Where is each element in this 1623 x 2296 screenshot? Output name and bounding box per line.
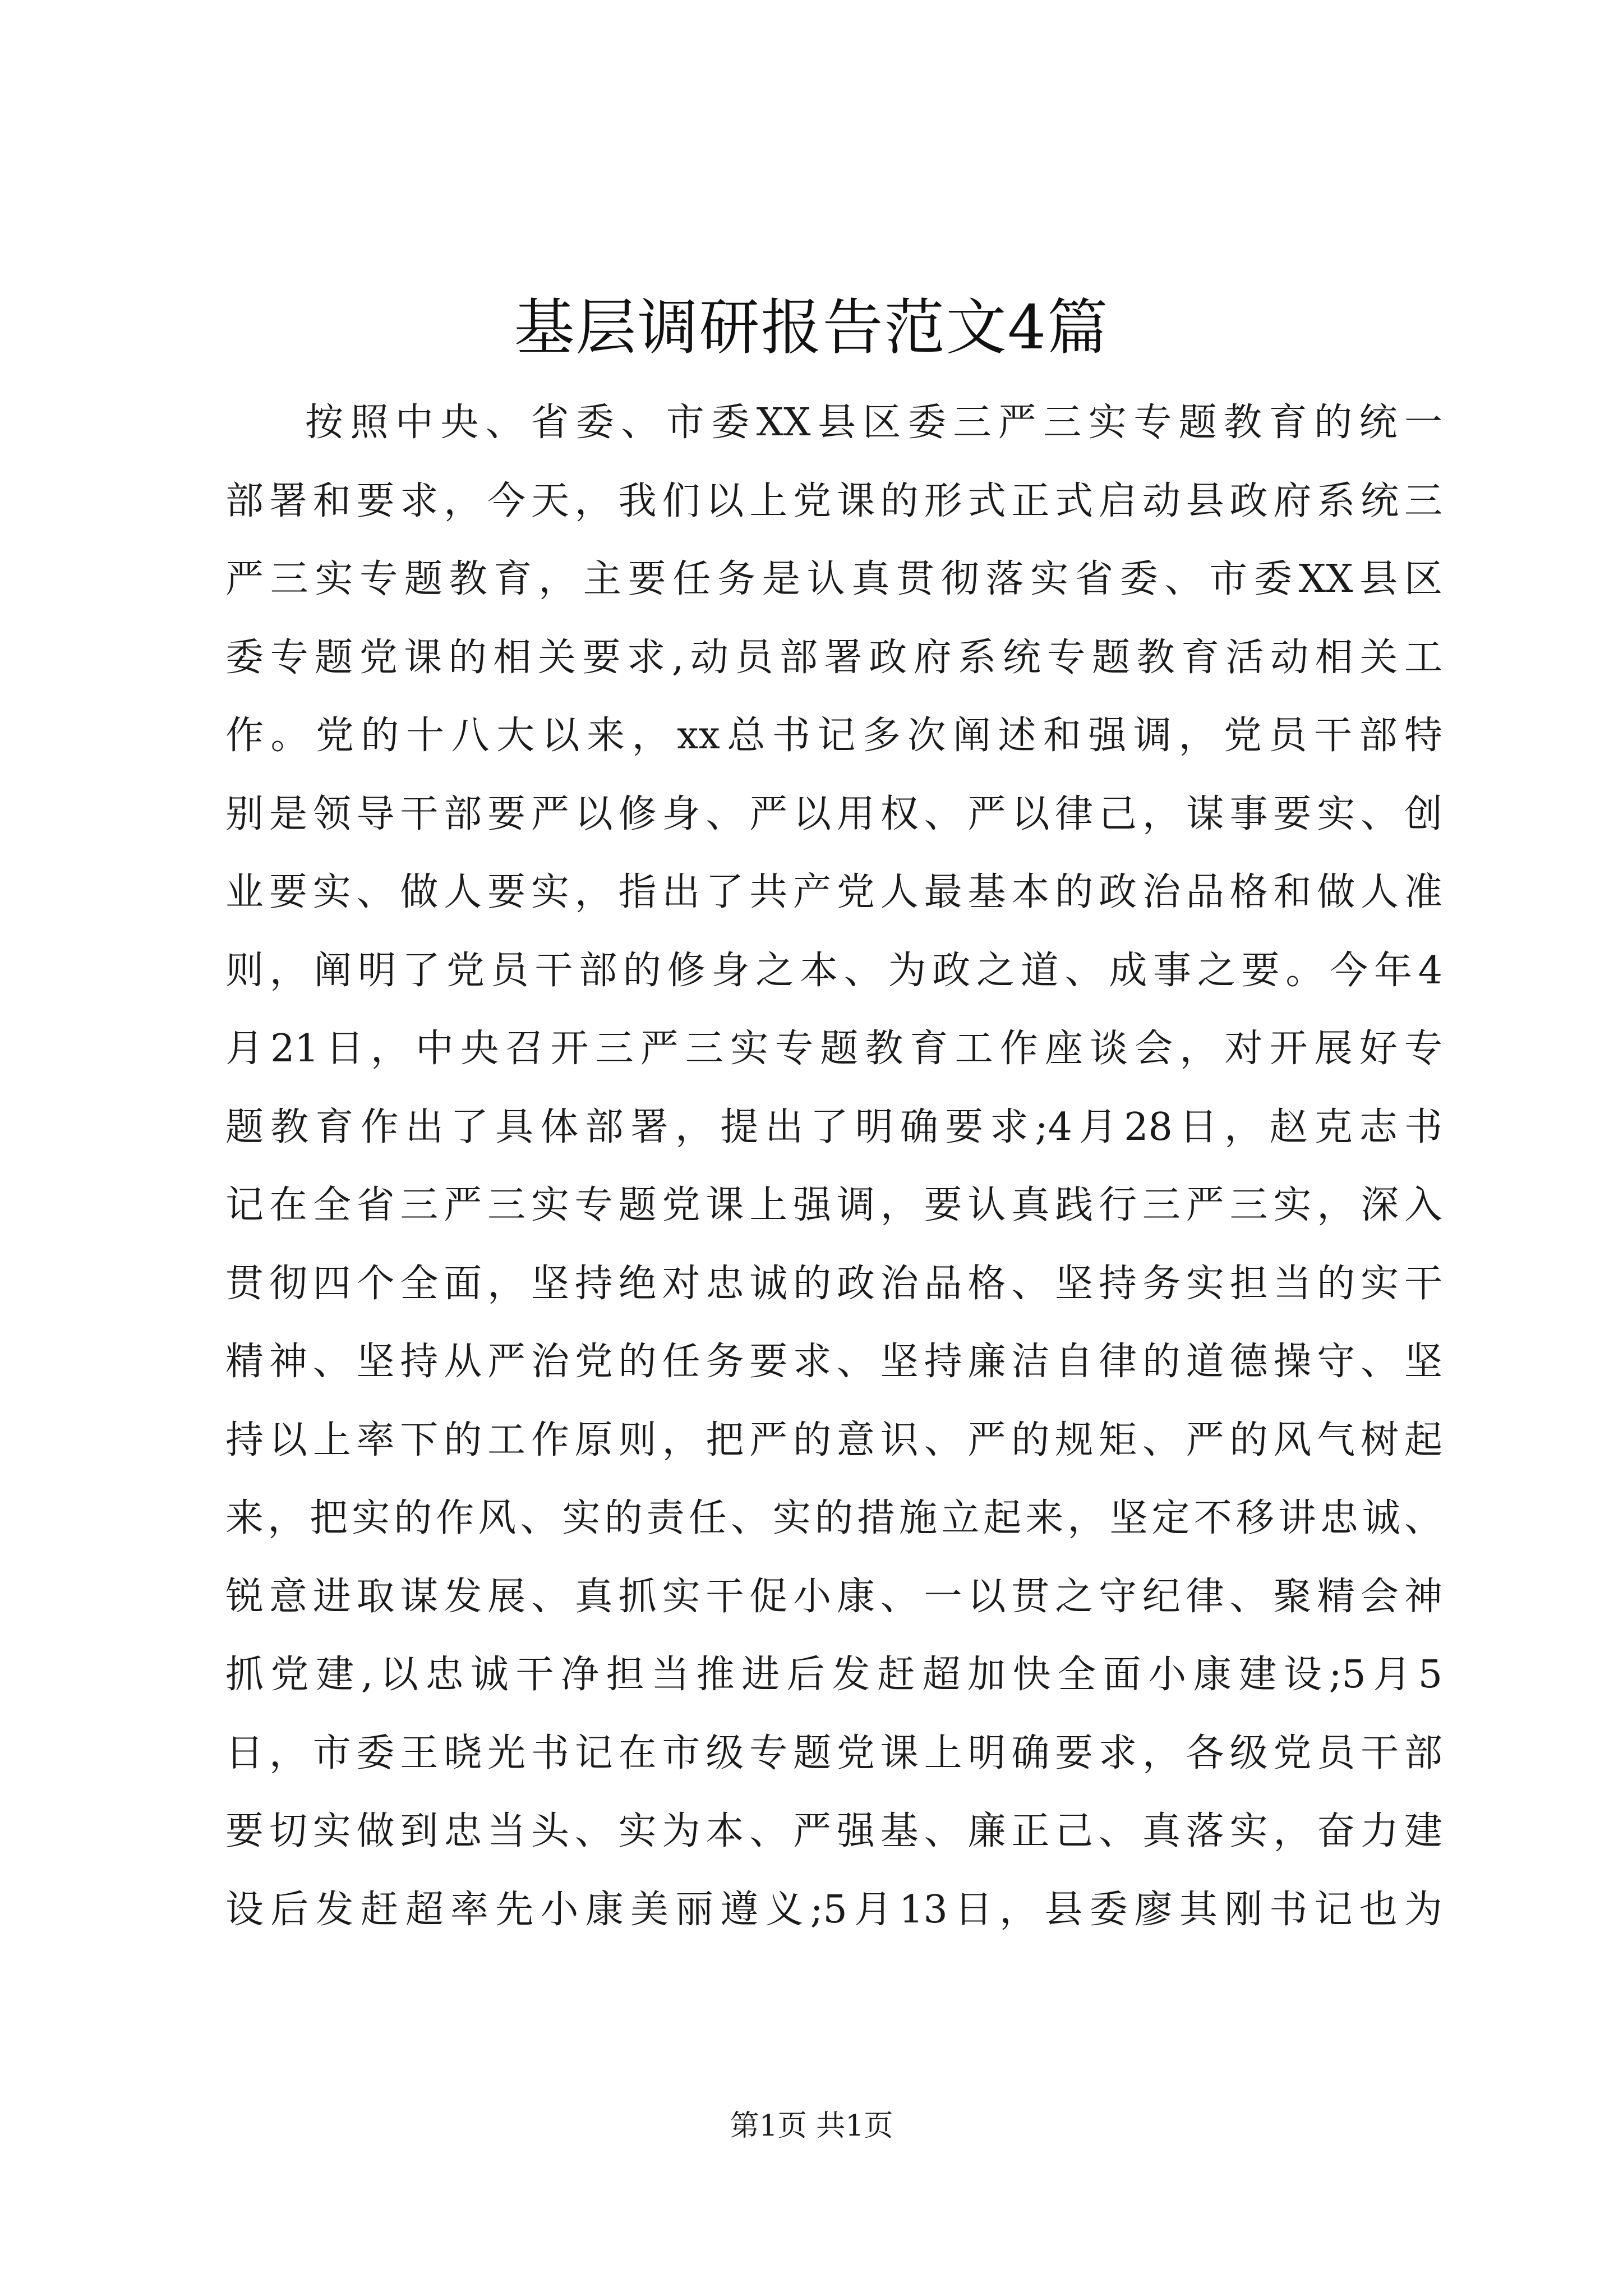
body-line: 设后发赶超率先小康美丽遵义;5月13日，县委廖其刚书记也为 — [225, 1887, 1442, 1932]
body-line: 记在全省三严三实专题党课上强调，要认真践行三严三实，深入 — [225, 1183, 1442, 1227]
body-line: 严三实专题教育，主要任务是认真贯彻落实省委、市委XX县区 — [225, 557, 1442, 601]
body-line: 精神、坚持从严治党的任务要求、坚持廉洁自律的道德操守、坚 — [225, 1340, 1442, 1384]
document-body — [225, 384, 1442, 1949]
body-line: 按照中央、省委、市委XX县区委三严三实专题教育的统一 — [305, 401, 1442, 445]
page-footer: 第1页 共1页 — [730, 2109, 893, 2143]
body-line: 部署和要求，今天，我们以上党课的形式正式启动县政府系统三 — [225, 478, 1442, 523]
body-line: 要切实做到忠当头、实为本、严强基、廉正己、真落实，奋力建 — [225, 1809, 1442, 1853]
document-title: 基层调研报告范文4篇 — [514, 293, 1109, 363]
body-line: 锐意进取谋发展、真抓实干促小康、一以贯之守纪律、聚精会神 — [225, 1574, 1442, 1619]
body-line: 日，市委王晓光书记在市级专题党课上明确要求，各级党员干部 — [225, 1731, 1442, 1775]
body-line: 则，阐明了党员干部的修身之本、为政之道、成事之要。今年4 — [225, 948, 1442, 993]
body-line: 题教育作出了具体部署，提出了明确要求;4月28日，赵克志书 — [225, 1105, 1442, 1149]
body-line: 抓党建,以忠诚干净担当推进后发赶超加快全面小康建设;5月5 — [225, 1653, 1442, 1697]
body-line: 持以上率下的工作原则，把严的意识、严的规矩、严的风气树起 — [225, 1418, 1442, 1462]
body-line: 月21日，中央召开三严三实专题教育工作座谈会，对开展好专 — [225, 1027, 1442, 1071]
body-line: 业要实、做人要实，指出了共产党人最基本的政治品格和做人准 — [225, 870, 1442, 914]
body-line: 别是领导干部要严以修身、严以用权、严以律己，谋事要实、创 — [225, 792, 1442, 836]
body-line: 委专题党课的相关要求,动员部署政府系统专题教育活动相关工 — [225, 635, 1442, 680]
body-line: 贯彻四个全面，坚持绝对忠诚的政治品格、坚持务实担当的实干 — [225, 1261, 1442, 1306]
body-line: 来，把实的作风、实的责任、实的措施立起来，坚定不移讲忠诚、 — [225, 1496, 1442, 1540]
body-line: 作。党的十八大以来，xx总书记多次阐述和强调，党员干部特 — [225, 714, 1442, 758]
